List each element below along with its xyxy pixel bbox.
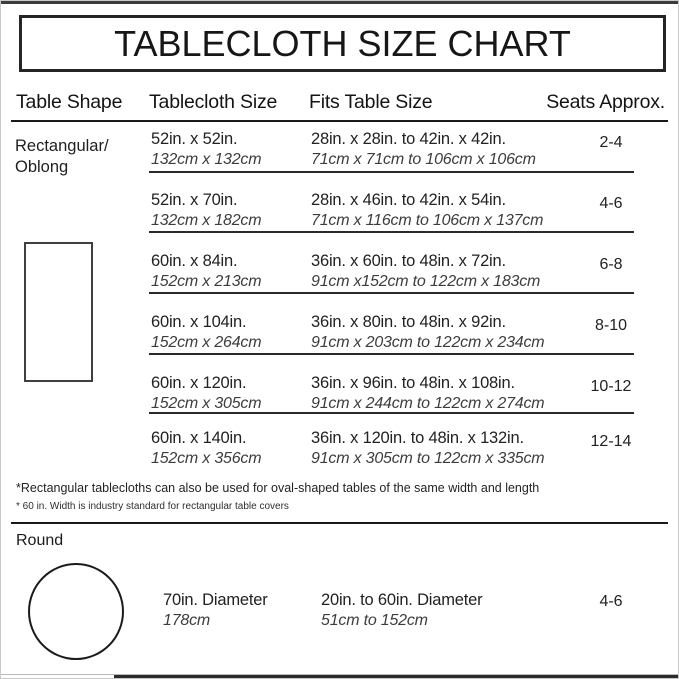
shape-label-line2: Oblong xyxy=(15,158,69,176)
size-inches: 52in. x 52in. xyxy=(151,130,238,148)
seats-value: 4-6 xyxy=(599,593,623,610)
seats-value: 10-12 xyxy=(590,378,632,395)
fits-cm: 91cm x 305cm to 122cm x 335cm xyxy=(311,449,545,467)
table-row xyxy=(1,428,679,474)
column-header-tablecloth-size: Tablecloth Size xyxy=(149,91,278,113)
shape-label-line1: Rectangular/ xyxy=(15,137,109,155)
size-cm: 152cm x 356cm xyxy=(151,449,262,467)
size-cm: 132cm x 132cm xyxy=(151,150,262,168)
seats-value: 2-4 xyxy=(599,134,623,151)
fits-inches: 36in. x 96in. to 48in. x 108in. xyxy=(311,374,515,392)
fits-inches: 36in. x 60in. to 48in. x 72in. xyxy=(311,252,506,270)
seats-value: 4-6 xyxy=(599,195,623,212)
tablecloth-size-cell xyxy=(151,428,261,469)
title-box xyxy=(19,15,666,72)
row-divider xyxy=(149,412,634,414)
seats-value: 6-8 xyxy=(599,256,623,273)
size-cm: 178cm xyxy=(163,611,211,629)
fits-table-size-cell xyxy=(311,312,544,353)
top-edge-bar xyxy=(1,1,678,4)
size-cm: 132cm x 182cm xyxy=(151,211,262,229)
fits-table-size-cell xyxy=(311,251,540,292)
column-header-table-shape: Table Shape xyxy=(16,91,123,113)
fits-inches: 28in. x 46in. to 42in. x 54in. xyxy=(311,191,506,209)
page-title: TABLECLOTH SIZE CHART xyxy=(114,22,571,64)
fits-inches: 36in. x 120in. to 48in. x 132in. xyxy=(311,429,524,447)
fits-table-size-cell xyxy=(311,373,544,414)
fits-table-size-cell xyxy=(311,428,544,469)
column-header-seats-approx: Seats Approx. xyxy=(546,91,665,113)
size-inches: 52in. x 70in. xyxy=(151,191,238,209)
table-row-round xyxy=(1,590,679,636)
bottom-edge-bar xyxy=(114,675,678,679)
tablecloth-size-cell xyxy=(151,312,261,353)
column-header-fits-table-size: Fits Table Size xyxy=(309,91,433,113)
shape-label-round: Round xyxy=(16,532,64,549)
row-divider xyxy=(149,171,634,173)
section-divider xyxy=(11,522,668,524)
fits-cm: 51cm to 152cm xyxy=(321,611,428,629)
footnote-industry-standard: * 60 in. Width is industry standard for rectangular table covers xyxy=(16,501,289,512)
table-row xyxy=(1,129,679,175)
fits-table-size-cell xyxy=(311,190,543,231)
tablecloth-size-cell xyxy=(151,251,261,292)
tablecloth-size-cell xyxy=(163,590,268,631)
fits-inches: 36in. x 80in. to 48in. x 92in. xyxy=(311,313,506,331)
fits-cm: 71cm x 71cm to 106cm x 106cm xyxy=(311,150,536,168)
size-inches: 70in. Diameter xyxy=(163,591,268,609)
fits-cm: 91cm x 244cm to 122cm x 274cm xyxy=(311,394,545,412)
size-inches: 60in. x 104in. xyxy=(151,313,247,331)
fits-inches: 20in. to 60in. Diameter xyxy=(321,591,483,609)
size-inches: 60in. x 140in. xyxy=(151,429,247,447)
fits-inches: 28in. x 28in. to 42in. x 42in. xyxy=(311,130,506,148)
row-divider xyxy=(149,353,634,355)
tablecloth-size-cell xyxy=(151,129,261,170)
row-divider xyxy=(149,292,634,294)
size-cm: 152cm x 264cm xyxy=(151,333,262,351)
fits-cm: 91cm x 203cm to 122cm x 234cm xyxy=(311,333,545,351)
size-cm: 152cm x 213cm xyxy=(151,272,262,290)
table-row xyxy=(1,251,679,297)
size-inches: 60in. x 84in. xyxy=(151,252,238,270)
fits-table-size-cell xyxy=(321,590,482,631)
fits-cm: 91cm x152cm to 122cm x 183cm xyxy=(311,272,541,290)
table-row xyxy=(1,190,679,236)
fits-cm: 71cm x 116cm to 106cm x 137cm xyxy=(311,211,544,229)
tablecloth-size-cell xyxy=(151,190,261,231)
tablecloth-size-cell xyxy=(151,373,261,414)
fits-table-size-cell xyxy=(311,129,536,170)
size-inches: 60in. x 120in. xyxy=(151,374,247,392)
seats-value: 8-10 xyxy=(594,317,628,334)
row-divider xyxy=(149,231,634,233)
size-cm: 152cm x 305cm xyxy=(151,394,262,412)
header-divider xyxy=(11,120,668,122)
seats-value: 12-14 xyxy=(590,433,632,450)
footnote-oval: *Rectangular tablecloths can also be used for oval-shaped tables of the same width and length xyxy=(16,481,540,495)
table-row xyxy=(1,312,679,358)
